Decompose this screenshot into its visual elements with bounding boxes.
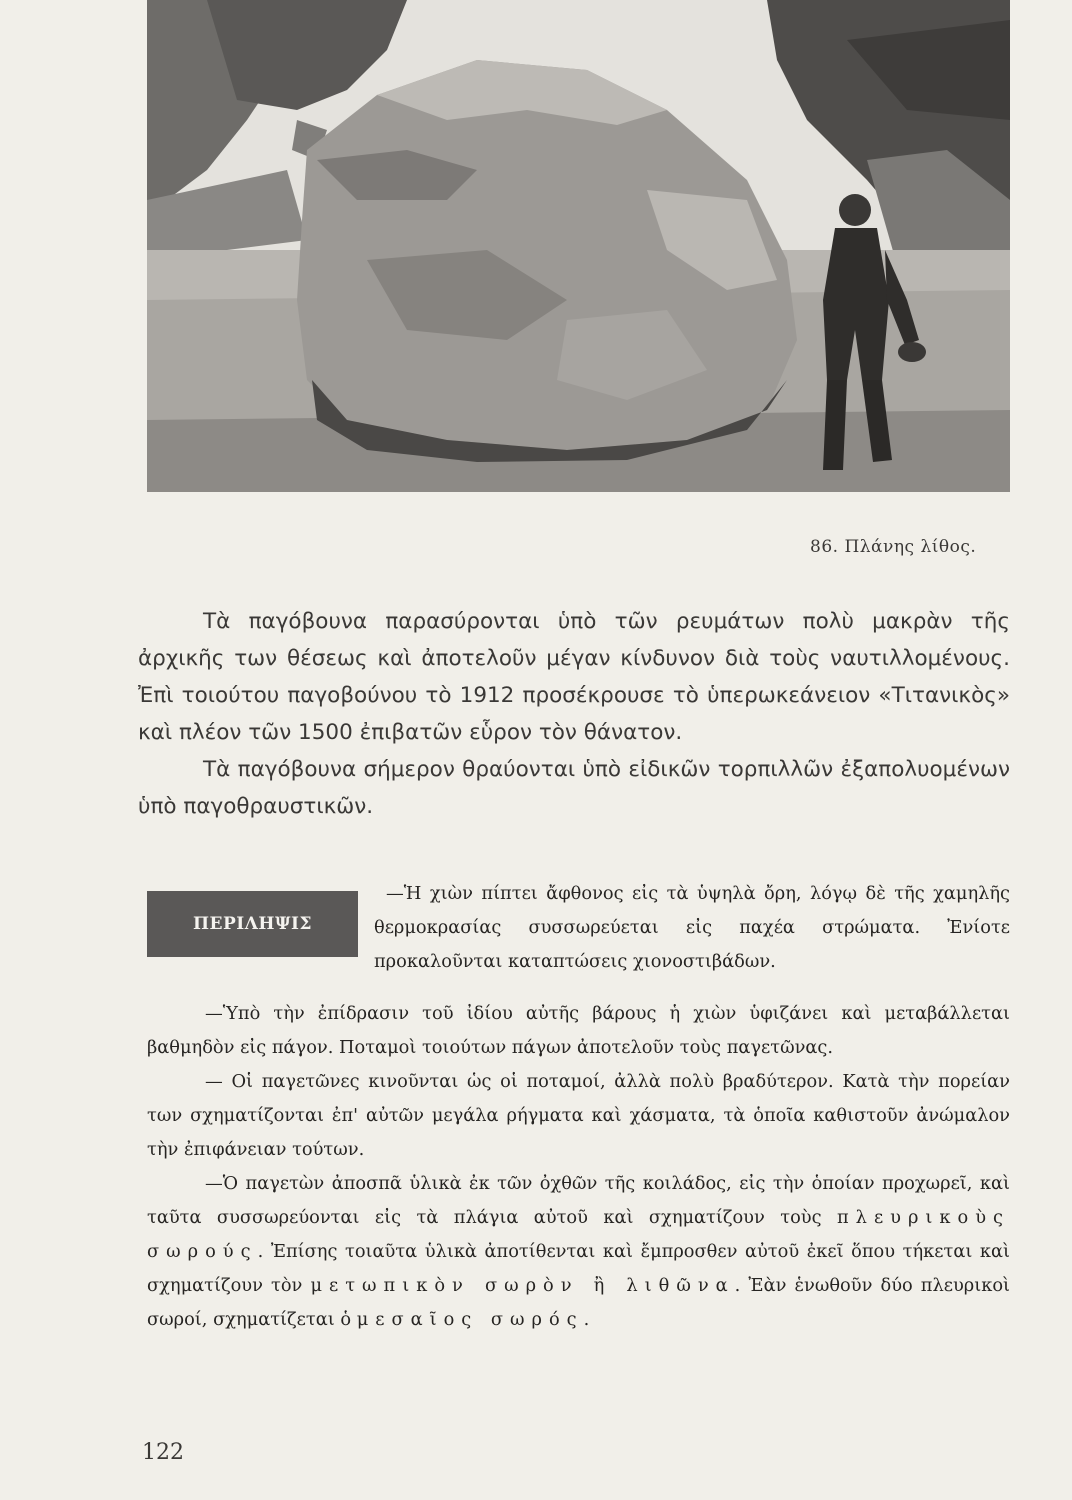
figure-caption: 86. Πλάνης λίθος. bbox=[810, 537, 977, 557]
spaced-term: μετωπικὸν σωρὸν ἢ λιθῶνα bbox=[310, 1275, 735, 1296]
summary-badge: ΠΕΡΙΛΗΨΙΣ bbox=[147, 891, 358, 957]
summary-text: —Ὁ παγετὼν ἀποσπᾶ ὑλικὰ ἐκ τῶν ὀχθῶν τῆς κοιλάδος, εἰς τὴν ὁποίαν προχωρεῖ, καὶ ταῦτα συσσωρεύονται εἰς τὰ πλάγια αὐτοῦ καὶ σχηματίζουν τοὺς bbox=[147, 1173, 1010, 1228]
body-paragraph: Τὰ παγόβουνα σήμερον θραύονται ὑπὸ εἰδικῶν τορπιλλῶν ἐξαπολυομένων ὑπὸ παγοθραυστικῶν. bbox=[138, 757, 1010, 819]
summary-section bbox=[147, 877, 1010, 1337]
summary-paragraph bbox=[147, 1167, 1010, 1337]
spaced-term: πλευρικοὺς σωρούς bbox=[147, 1207, 1010, 1262]
summary-text: . Ἐὰν ἑνωθοῦν δύο πλευρικοὶ σωροί, σχηματίζεται ὁ bbox=[147, 1275, 1010, 1330]
summary-text: . bbox=[583, 1309, 590, 1330]
summary-paragraph: —Ἡ χιὼν πίπτει ἄφθονος εἰς τὰ ὑψηλὰ ὄρη, λόγῳ δὲ τῆς χαμηλῆς θερμοκρασίας συσσωρεύεται εἰς παχέα στρώματα. Ἐνίοτε προκαλοῦνται καταπτώσεις χιονοστιβάδων. bbox=[374, 883, 1010, 972]
summary-paragraph: — Οἱ παγετῶνες κινοῦνται ὡς οἱ ποταμοί, ἀλλὰ πολὺ βραδύτερον. Κατὰ τὴν πορείαν των σχηματίζονται ἐπ' αὐτῶν μεγάλα ρήγματα καὶ χάσματα, τὰ ὁποῖα καθιστοῦν ἀνώμαλον τὴν ἐπιφάνειαν τούτων. bbox=[147, 1071, 1010, 1160]
body-text bbox=[138, 603, 1010, 825]
summary-text: . Ἐπίσης τοιαῦτα ὑλικὰ ἀποτίθενται καὶ ἔμπροσθεν αὐτοῦ ἐκεῖ ὅπου τήκεται καὶ σχηματίζουν τὸν bbox=[147, 1241, 1010, 1296]
spaced-term: μεσαῖος σωρός bbox=[356, 1309, 584, 1330]
boulder-photograph bbox=[147, 0, 1010, 492]
body-paragraph: Τὰ παγόβουνα παρασύρονται ὑπὸ τῶν ρευμάτων πολὺ μακρὰν τῆς ἀρχικῆς των θέσεως καὶ ἀποτελοῦν μέγαν κίνδυνον διὰ τοὺς ναυτιλλομένους. Ἐπὶ τοιούτου παγοβούνου τὸ 1912 προσέκρουσε τὸ ὑπερωκεάνειον «Τιτανικὸς» καὶ πλέον τῶν 1500 ἐπιβατῶν εὗρον τὸν θάνατον. bbox=[138, 609, 1010, 745]
summary-paragraph: —Ὑπὸ τὴν ἐπίδρασιν τοῦ ἰδίου αὐτῆς βάρους ἡ χιὼν ὑφιζάνει καὶ μεταβάλλεται βαθμηδὸν εἰς πάγον. Ποταμοὶ τοιούτων πάγων ἀποτελοῦν τοὺς παγετῶνας. bbox=[147, 1003, 1010, 1058]
page-number: 122 bbox=[142, 1440, 184, 1465]
